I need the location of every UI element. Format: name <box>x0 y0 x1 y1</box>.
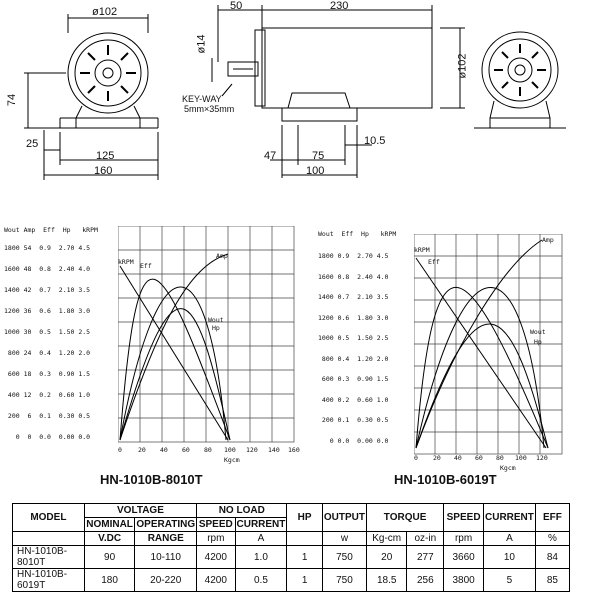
dim-body-diameter: ø102 <box>456 53 469 79</box>
cell-output: 750 <box>322 546 366 569</box>
left-xtick: 120 <box>246 446 258 454</box>
cell-ozin: 256 <box>407 569 444 592</box>
cell-speed: 3660 <box>444 546 484 569</box>
left-row: 600 18 0.3 0.90 1.5 <box>4 370 91 378</box>
header-range: RANGE <box>135 532 197 546</box>
cell-speed: 3800 <box>444 569 484 592</box>
header-no-load: NO LOAD <box>197 504 287 518</box>
cell-current: 5 <box>484 569 536 592</box>
header-blank <box>13 532 85 546</box>
cell-nl-current: 1.0 <box>235 546 287 569</box>
right-row: 0 0.0 0.00 0.0 <box>318 436 389 445</box>
left-xtick: 80 <box>204 446 212 454</box>
cell-kgcm: 20 <box>366 546 406 569</box>
right-xtick: 60 <box>475 454 483 462</box>
right-chart-header: Wout Eff Hp kRPM <box>318 230 397 238</box>
left-xlabel: Kgcm <box>224 456 240 464</box>
right-xtick: 80 <box>496 454 504 462</box>
header-torque: TORQUE <box>366 504 443 532</box>
unit-rpm2: rpm <box>444 532 484 546</box>
header-voltage: VOLTAGE <box>84 504 196 518</box>
right-row: 1800 0.9 2.70 4.5 <box>318 252 389 260</box>
unit-w: w <box>322 532 366 546</box>
motor-drawing <box>0 0 600 200</box>
header-output: OUTPUT <box>322 504 366 532</box>
left-row: 1000 30 0.5 1.50 2.5 <box>4 328 91 336</box>
cell-kgcm: 18.5 <box>366 569 406 592</box>
header-operating: OPERATING <box>136 519 196 530</box>
header-vdc: V.DC <box>84 532 135 546</box>
left-chart-title: HN-1010B-8010T <box>100 472 203 487</box>
right-label-amp: Amp <box>542 236 554 244</box>
dim-height: 74 <box>6 93 19 107</box>
right-row: 600 0.3 0.90 1.5 <box>318 375 389 383</box>
dim-foot: 25 <box>26 138 39 150</box>
left-label-eff: Eff <box>140 262 152 270</box>
header-speed: SPEED <box>444 504 484 532</box>
right-chart-title: HN-1010B-6019T <box>394 472 497 487</box>
cell-model: HN-1010B-6019T <box>13 569 85 592</box>
dim-100: 100 <box>306 165 325 177</box>
dim-keyway-size: 5mm×35mm <box>184 104 235 114</box>
right-row: 1400 0.7 2.10 3.5 <box>318 293 389 301</box>
right-row: 200 0.1 0.30 0.5 <box>318 416 389 424</box>
right-row: 1200 0.6 1.80 3.0 <box>318 313 389 322</box>
cell-current: 10 <box>484 546 536 569</box>
left-xtick: 100 <box>224 446 236 454</box>
left-row: 0 0 0.0 0.00 0.0 <box>4 433 91 441</box>
left-row: 800 24 0.4 1.20 2.0 <box>4 349 91 357</box>
header-current: CURRENT <box>484 504 536 532</box>
table-row <box>13 546 570 569</box>
header-nl-speed: SPEED <box>197 518 235 532</box>
cell-hp: 1 <box>287 546 322 569</box>
unit-pct: % <box>535 532 569 546</box>
right-row: 1600 0.8 2.40 4.0 <box>318 272 389 281</box>
dim-front-diameter: ø102 <box>92 6 118 18</box>
table-row <box>13 569 570 592</box>
left-label-hp: Hp <box>212 324 220 332</box>
header-model: MODEL <box>13 504 85 532</box>
unit-a2: A <box>484 532 536 546</box>
cell-nominal: 90 <box>84 546 135 569</box>
unit-a: A <box>235 532 287 546</box>
left-xtick: 140 <box>268 446 280 454</box>
table-header-row-3 <box>13 532 570 546</box>
cell-eff: 85 <box>535 569 569 592</box>
left-chart-axis-rows <box>4 244 90 454</box>
left-row: 1600 48 0.8 2.40 4.0 <box>4 265 91 273</box>
right-xtick: 120 <box>536 454 548 462</box>
unit-ozin: oz-in <box>407 532 444 546</box>
dim-mount-span: 125 <box>96 150 115 162</box>
left-xtick: 0 <box>118 446 122 454</box>
left-chart-plot <box>118 226 298 448</box>
right-xtick: 40 <box>454 454 462 462</box>
cell-nl-speed: 4200 <box>197 569 235 592</box>
left-chart-header: Wout Amp Eff Hp kRPM <box>4 226 98 234</box>
right-row: 400 0.2 0.60 1.0 <box>318 395 389 404</box>
unit-hp-blank <box>287 532 322 546</box>
right-xtick: 0 <box>414 454 418 462</box>
right-chart-plot <box>414 234 566 460</box>
right-row: 1000 0.5 1.50 2.5 <box>318 334 389 342</box>
dim-75: 75 <box>312 150 325 162</box>
dim-10-5: 10.5 <box>364 135 386 147</box>
left-label-amp: Amp <box>216 252 228 260</box>
cell-range: 10-110 <box>135 546 197 569</box>
unit-rpm: rpm <box>197 532 235 546</box>
right-label-hp: Hp <box>534 338 542 346</box>
header-nominal: NOMINAL <box>86 519 133 530</box>
cell-ozin: 277 <box>407 546 444 569</box>
dim-47: 47 <box>264 150 277 162</box>
dim-body-length: 230 <box>330 0 349 12</box>
cell-nl-speed: 4200 <box>197 546 235 569</box>
right-row: 800 0.4 1.20 2.0 <box>318 354 389 363</box>
header-eff: EFF <box>535 504 569 532</box>
cell-model: HN-1010B-8010T <box>13 546 85 569</box>
right-xlabel: Kgcm <box>500 464 516 472</box>
left-xtick: 160 <box>288 446 300 454</box>
left-xtick: 60 <box>182 446 190 454</box>
cell-hp: 1 <box>287 569 322 592</box>
right-label-wout: Wout <box>530 328 546 336</box>
left-row: 1800 54 0.9 2.70 4.5 <box>4 244 91 252</box>
dim-base: 160 <box>94 165 113 177</box>
dim-keyway-label: KEY-WAY <box>182 94 222 104</box>
right-xtick: 20 <box>433 454 441 462</box>
dim-shaft-diameter: ø14 <box>195 34 208 54</box>
left-row: 1400 42 0.7 2.10 3.5 <box>4 286 91 294</box>
right-xtick: 100 <box>515 454 527 462</box>
spec-table <box>12 503 570 592</box>
left-row: 200 6 0.1 0.30 0.5 <box>4 412 91 420</box>
left-xtick: 40 <box>160 446 168 454</box>
right-label-eff: Eff <box>428 258 440 266</box>
left-row: 1200 36 0.6 1.80 3.0 <box>4 307 91 315</box>
right-chart-axis-rows <box>318 252 388 457</box>
cell-output: 750 <box>322 569 366 592</box>
cell-eff: 84 <box>535 546 569 569</box>
header-nl-current: CURRENT <box>236 519 286 530</box>
cell-nominal: 180 <box>84 569 135 592</box>
cell-nl-current: 0.5 <box>235 569 287 592</box>
right-label-krpm: kRPM <box>414 246 430 254</box>
left-row: 400 12 0.2 0.60 1.0 <box>4 391 91 399</box>
table-header-row-1 <box>13 504 570 518</box>
left-xtick: 20 <box>138 446 146 454</box>
unit-kgcm: Kg-cm <box>366 532 406 546</box>
left-label-krpm: kRPM <box>118 258 134 266</box>
cell-range: 20-220 <box>135 569 197 592</box>
left-label-wout: Wout <box>208 316 224 324</box>
dim-shaft-length: 50 <box>230 0 243 12</box>
header-hp: HP <box>287 504 322 532</box>
